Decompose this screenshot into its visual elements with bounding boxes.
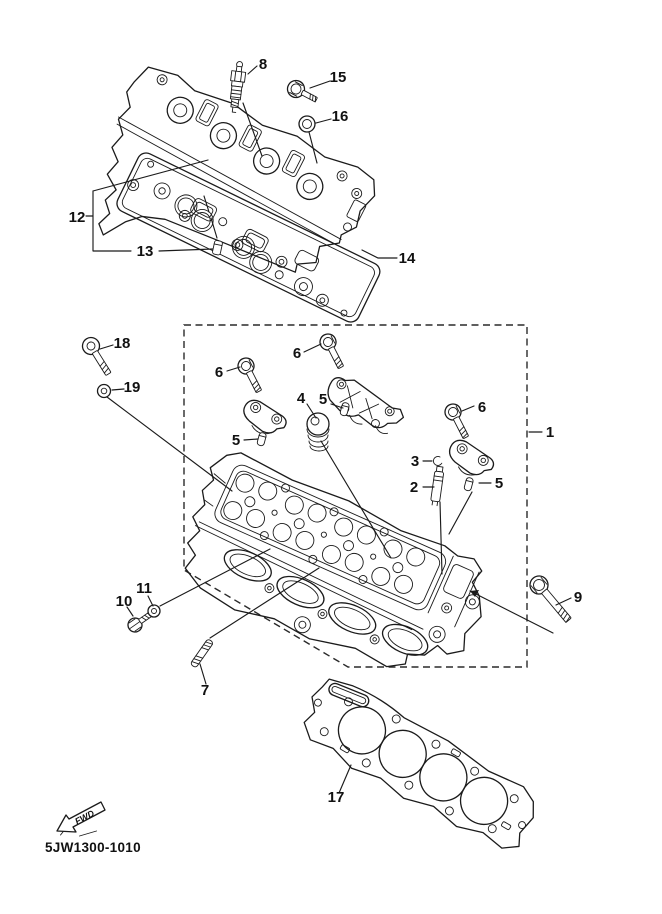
callout-17: 17 bbox=[327, 789, 345, 806]
callout-10: 10 bbox=[115, 593, 133, 610]
dashed-boundary bbox=[184, 325, 527, 667]
clip-3 bbox=[433, 456, 441, 465]
callout-6-left: 6 bbox=[214, 364, 224, 381]
callout-11: 11 bbox=[136, 580, 152, 597]
callout-12: 12 bbox=[68, 209, 86, 226]
grommet-13 bbox=[212, 240, 223, 255]
cover-face-ports bbox=[187, 135, 366, 286]
bolt-15 bbox=[285, 78, 321, 108]
callout-6-right: 6 bbox=[477, 399, 487, 416]
washer-19 bbox=[98, 385, 111, 398]
callout-13: 13 bbox=[136, 243, 154, 260]
coil-ports bbox=[192, 99, 308, 178]
bolt-6-top bbox=[317, 331, 348, 371]
washer-11 bbox=[148, 605, 160, 617]
valve-guide-2 bbox=[430, 466, 444, 506]
leader-lines bbox=[86, 66, 571, 793]
pin-5-right bbox=[464, 477, 474, 491]
valve-cover bbox=[64, 58, 383, 336]
bolt-6-right bbox=[442, 401, 473, 441]
cylinder-head bbox=[161, 444, 502, 703]
callout-18: 18 bbox=[113, 335, 131, 352]
valve-bores bbox=[218, 465, 430, 605]
callout-1: 1 bbox=[545, 424, 555, 441]
cam-cap-right bbox=[443, 437, 498, 483]
cylinder-bores bbox=[327, 698, 516, 833]
stud-7 bbox=[190, 639, 214, 668]
gasket-rings bbox=[125, 160, 370, 318]
gasket-holes bbox=[299, 676, 542, 851]
callout-14: 14 bbox=[398, 250, 416, 267]
callout-5-right: 5 bbox=[494, 475, 504, 492]
callout-3: 3 bbox=[410, 453, 420, 470]
callout-5-center: 5 bbox=[318, 391, 328, 408]
cam-cap-bridge bbox=[320, 372, 409, 440]
callout-5-left: 5 bbox=[231, 432, 241, 449]
callout-16: 16 bbox=[331, 108, 349, 125]
fwd-label: FWD bbox=[73, 808, 96, 827]
part-code: 5JW1300-1010 bbox=[45, 840, 141, 855]
callout-15: 15 bbox=[329, 69, 347, 86]
callout-7: 7 bbox=[200, 682, 210, 699]
callout-19: 19 bbox=[123, 379, 141, 396]
callout-9: 9 bbox=[573, 589, 583, 606]
head-gasket bbox=[291, 670, 548, 861]
bolt-6-left bbox=[235, 355, 266, 395]
fwd-arrow bbox=[57, 802, 105, 836]
intake-ports bbox=[209, 543, 434, 682]
cover-gasket bbox=[114, 150, 383, 325]
callout-8: 8 bbox=[258, 56, 268, 73]
callout-2: 2 bbox=[409, 479, 419, 496]
callout-6-top: 6 bbox=[292, 345, 302, 362]
bolt-18 bbox=[79, 334, 115, 378]
grommet-16 bbox=[299, 116, 315, 132]
callout-4: 4 bbox=[296, 390, 306, 407]
tappet-4 bbox=[307, 413, 329, 451]
